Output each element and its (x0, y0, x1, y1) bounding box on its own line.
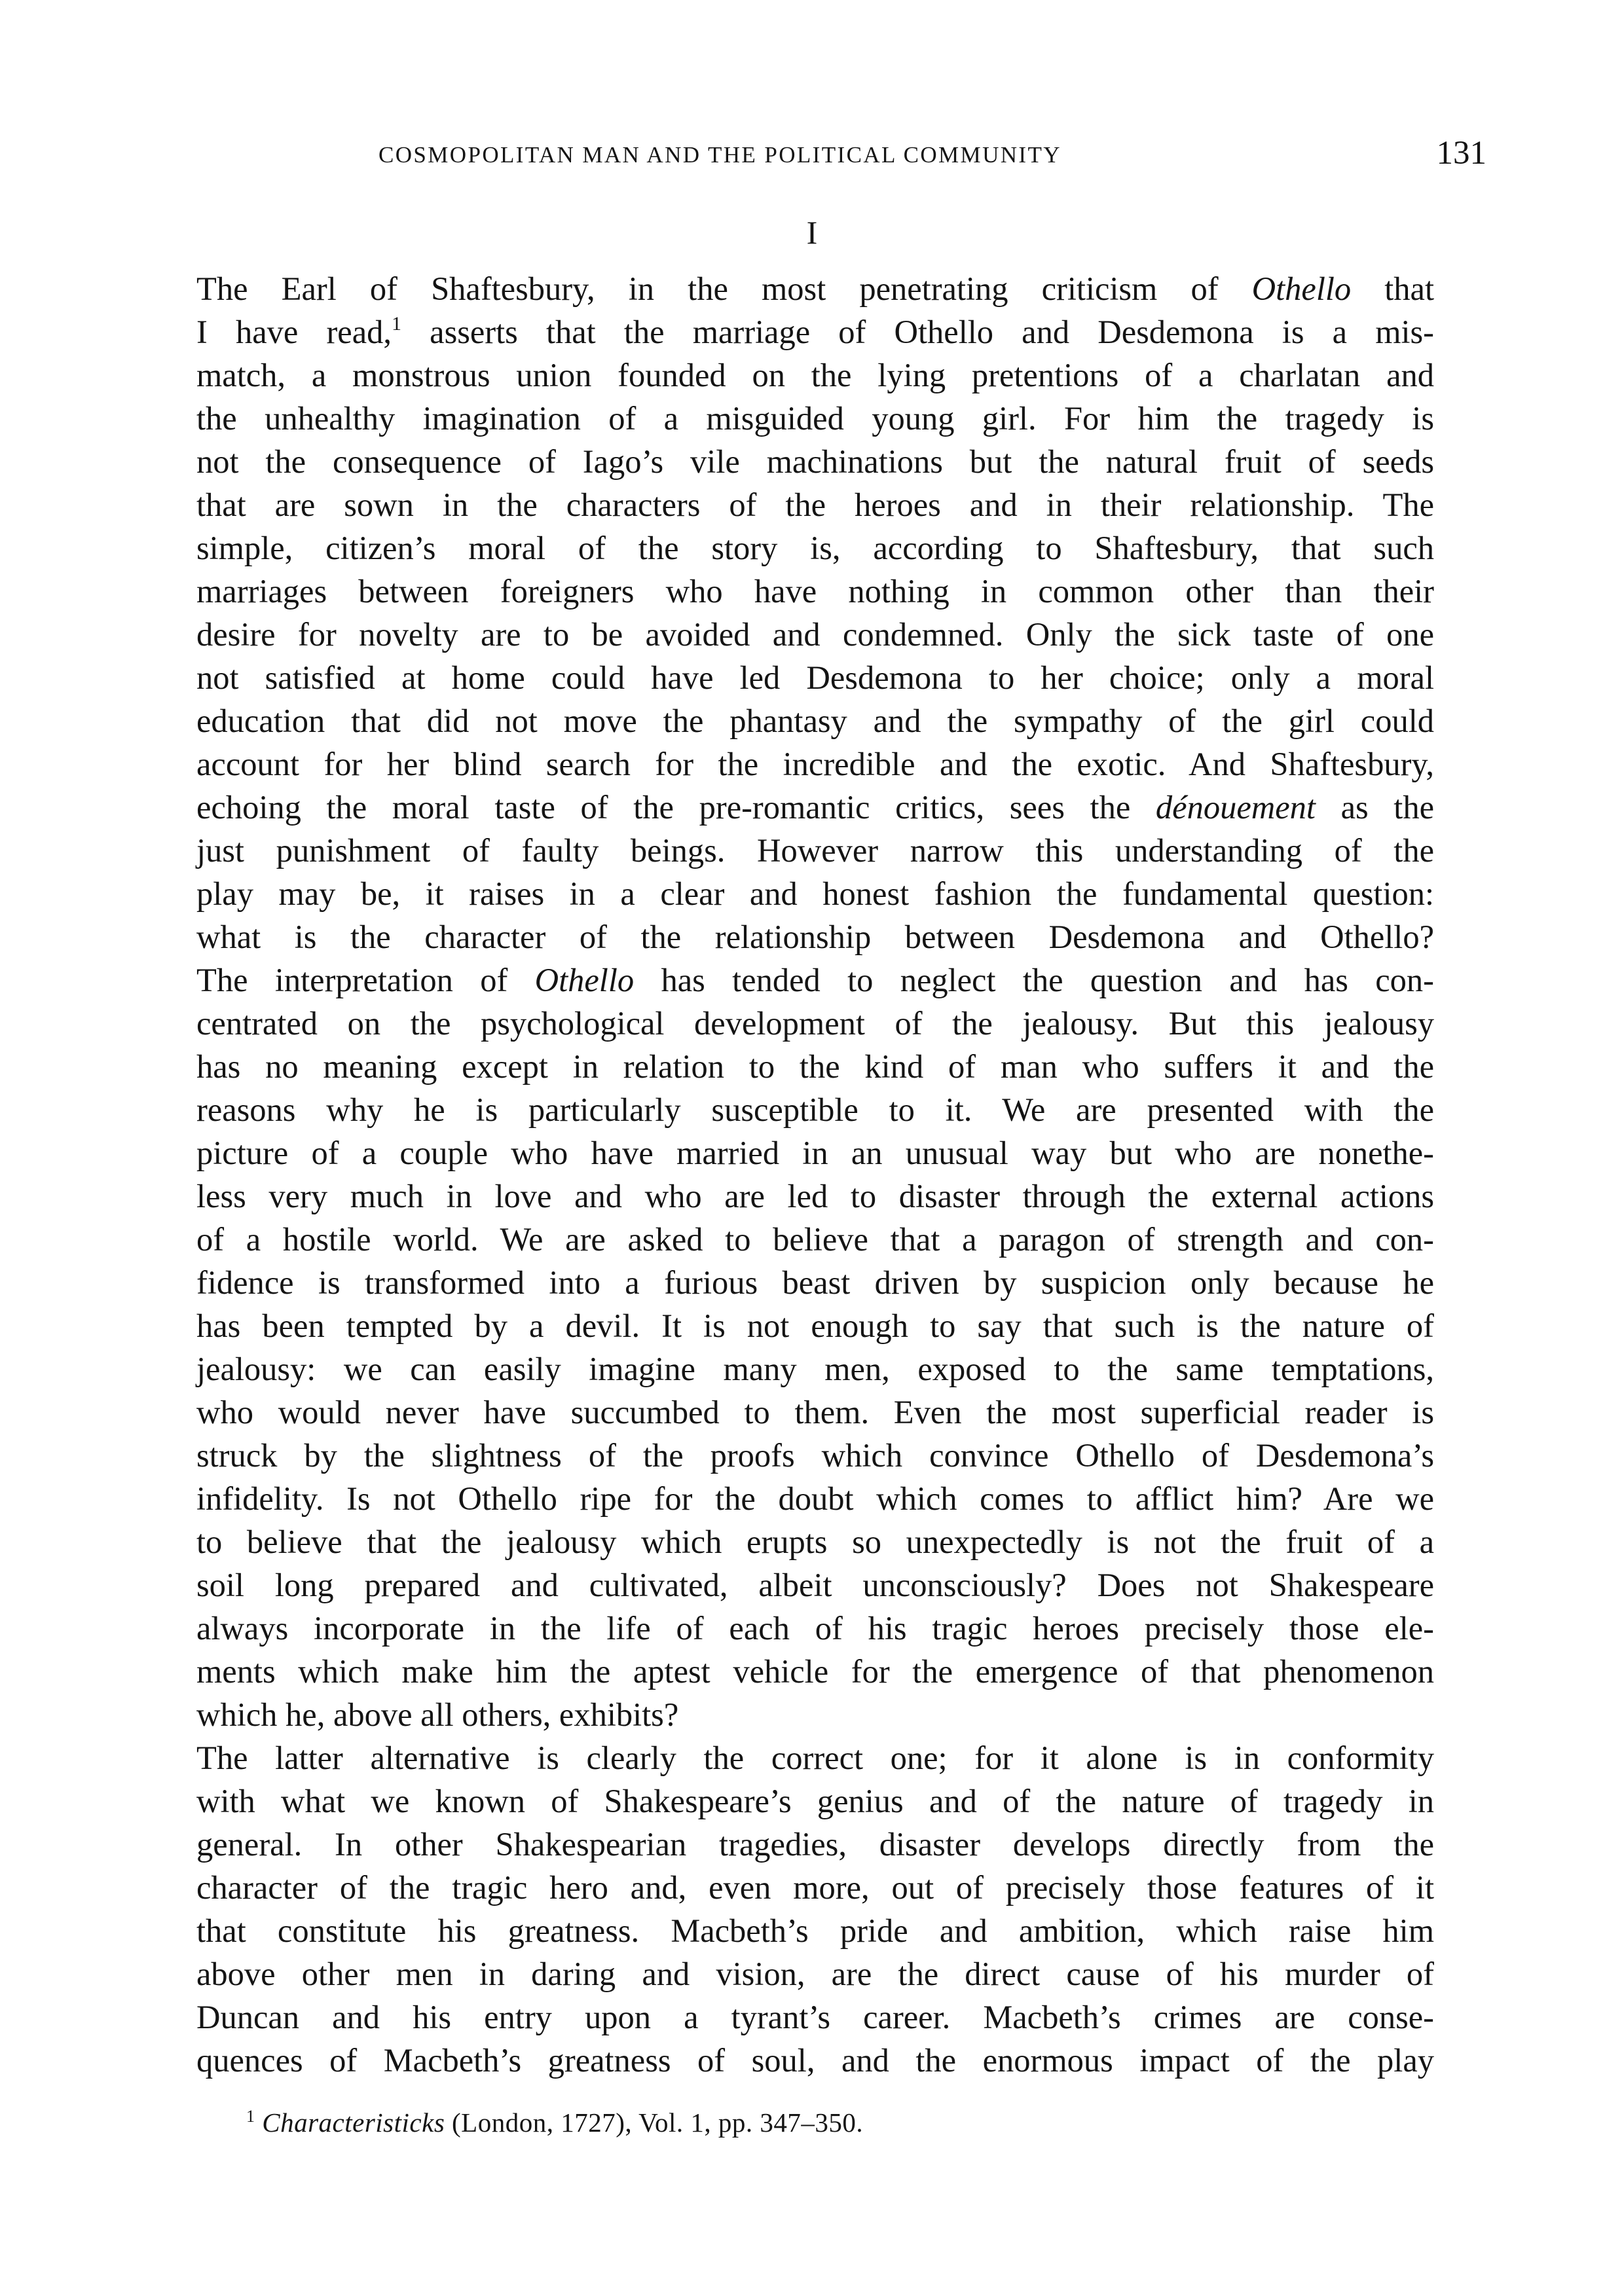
text-line: reasons why he is particularly susceptible to it. We are presented with the (196, 1091, 1434, 1128)
text-line: less very much in love and who are led to disaster through the external actions (196, 1178, 1434, 1214)
text-line: jealousy: we can easily imagine many men, exposed to the same temptations, (196, 1351, 1434, 1387)
text-line: to believe that the jealousy which erupts so unexpectedly is not the fruit of a (196, 1523, 1434, 1560)
footnote-citation: (London, 1727), Vol. 1, pp. 347–350. (445, 2107, 864, 2138)
text-line: which he, above all others, exhibits? (196, 1696, 679, 1733)
text-line: Duncan and his entry upon a tyrant’s career. Macbeth’s crimes are conse- (196, 1999, 1434, 2035)
text-line: just punishment of faulty beings. However narrow this understanding of the (196, 832, 1434, 869)
footnote-marker: 1 (246, 2107, 255, 2126)
running-head (378, 134, 1486, 180)
text-line: education that did not move the phantasy and the sympathy of the girl could (196, 702, 1434, 739)
text-line: the unhealthy imagination of a misguided young girl. For him the tragedy is (196, 400, 1434, 437)
title-othello: Othello (534, 962, 635, 998)
text-line: match, a monstrous union founded on the lying pretentions of a charlatan and (196, 357, 1434, 393)
text-line: simple, citizen’s moral of the story is, according to Shaftesbury, that such (196, 530, 1434, 566)
term-denouement: dénouement (1155, 789, 1316, 826)
text-line: not the consequence of Iago’s vile machinations but the natural fruit of seeds (196, 443, 1434, 480)
running-title: COSMOPOLITAN MAN AND THE POLITICAL COMMUNITY (378, 142, 1061, 168)
text-line: what is the character of the relationship between Desdemona and Othello? (196, 919, 1434, 955)
footnote (246, 2107, 863, 2138)
page-number: 131 (1436, 135, 1486, 172)
text-line: picture of a couple who have married in an unusual way but who are nonethe- (196, 1135, 1434, 1171)
text-line: struck by the slightness of the proofs which convince Othello of Desdemona’s (196, 1437, 1434, 1474)
text-line: soil long prepared and cultivated, albeit unconsciously? Does not Shakespeare (196, 1567, 1434, 1603)
text-line: ments which make him the aptest vehicle for the emergence of that phenomenon (196, 1653, 1434, 1690)
text-line: general. In other Shakespearian tragedies, disaster develops directly from the (196, 1826, 1434, 1863)
text-line: marriages between foreigners who have nothing in common other than their (196, 573, 1434, 610)
footnote-reference: 1 (392, 313, 401, 335)
text-line: who would never have succumbed to them. Even the most superficial reader is (196, 1394, 1434, 1430)
title-othello: Othello (1251, 270, 1352, 307)
text-line: The interpretation of Othello has tended to neglect the question and has con- (196, 962, 1435, 998)
paragraph-1 (196, 267, 1434, 1736)
text-line: always incorporate in the life of each of his tragic heroes precisely those ele- (196, 1610, 1434, 1647)
text-line: has been tempted by a devil. It is not enough to say that such is the nature of (196, 1307, 1434, 1344)
text-line: centrated on the psychological development of the jealousy. But this jealousy (196, 1005, 1434, 1042)
body-text (196, 267, 1434, 2082)
text-line: desire for novelty are to be avoided and condemned. Only the sick taste of one (196, 616, 1434, 653)
text-line: I have read,$^1$ asserts that the marriage of Othello and Desdemona is a mis- (196, 313, 1434, 350)
text-line: has no meaning except in relation to the kind of man who suffers it and the (196, 1048, 1434, 1085)
text-line: character of the tragic hero and, even more, out of precisely those features of it (196, 1869, 1434, 1906)
section-number: I (806, 214, 818, 251)
text-line: play may be, it raises in a clear and honest fashion the fundamental question: (196, 875, 1434, 912)
text-line: fidence is transformed into a furious beast driven by suspicion only because he (196, 1264, 1434, 1301)
text-line: with what we known of Shakespeare’s genius and of the nature of tragedy in (196, 1783, 1434, 1819)
text-line: above other men in daring and vision, are the direct cause of his murder of (196, 1956, 1434, 1992)
text-line: The latter alternative is clearly the correct one; for it alone is in conformity (196, 1740, 1434, 1776)
text-line: The Earl of Shaftesbury, in the most penetrating criticism of Othello that (196, 270, 1434, 307)
text-line: of a hostile world. We are asked to believe that a paragon of strength and con- (196, 1221, 1434, 1258)
text-line: not satisfied at home could have led Desdemona to her choice; only a moral (196, 659, 1434, 696)
text-line: infidelity. Is not Othello ripe for the doubt which comes to afflict him? Are we (196, 1480, 1434, 1517)
text-line: that constitute his greatness. Macbeth’s pride and ambition, which raise him (196, 1912, 1434, 1949)
footnote-title: Characteristicks (262, 2107, 445, 2138)
text-line: quences of Macbeth’s greatness of soul, and the enormous impact of the play (196, 2042, 1434, 2079)
text-line: account for her blind search for the incredible and the exotic. And Shaftesbury, (196, 746, 1434, 782)
text-line: that are sown in the characters of the heroes and in their relationship. The (196, 486, 1434, 523)
text-line: echoing the moral taste of the pre-romantic critics, sees the dénouement as the (196, 789, 1434, 826)
paragraph-2 (196, 1736, 1434, 2082)
